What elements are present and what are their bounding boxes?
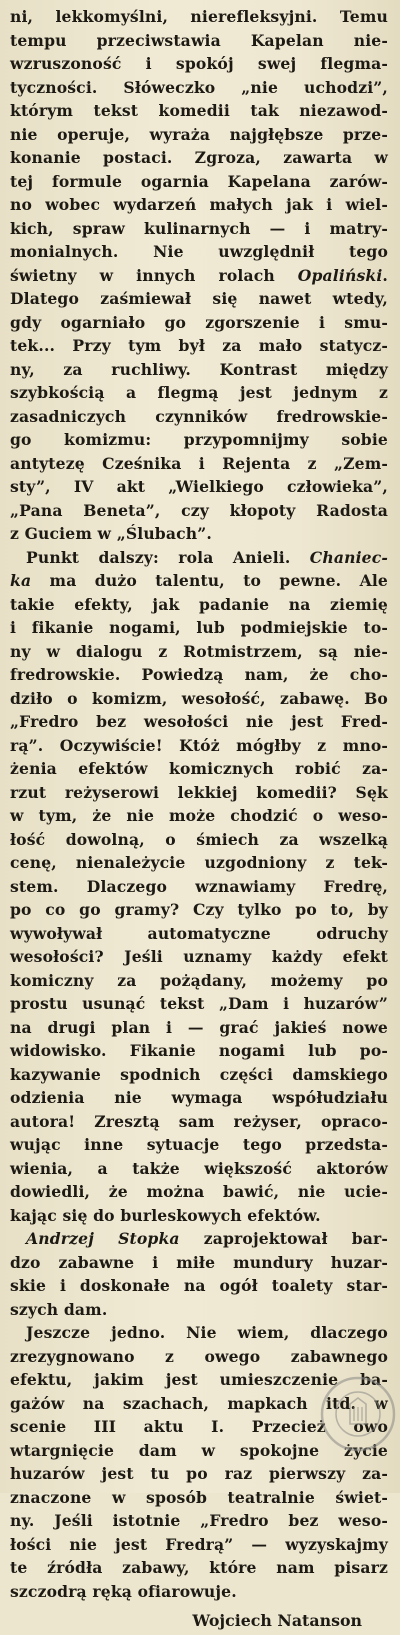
article-line: „Fredro bez wesołości nie jest Fred- (10, 712, 388, 731)
article-line: nie operuje, wyraża najgłębsze prze- (10, 124, 388, 144)
article-line: tek... Przy tym był za mało statycz- (10, 336, 388, 355)
article-line: tyczności. Słóweczko „nie uchodzi”, (10, 77, 388, 97)
article-line: szybkością a flegmą jest jednym z (10, 383, 388, 402)
article-line: monialnych. Nie uwzględnił tego (10, 242, 388, 261)
article-line: Punkt dalszy: rola Anieli. Chaniec- (26, 547, 388, 567)
article-line: którym tekst komedii tak niezawod- (10, 101, 388, 120)
article-line: gażów na szachach, mapkach itd. w (10, 1393, 388, 1413)
person-name: Opaliński (297, 265, 383, 285)
article-line: rzut reżyserowi lekkiej komedii? Sęk (10, 782, 388, 802)
article-line: Dlatego zaśmiewał się nawet wtedy, (10, 289, 388, 308)
article-line: dzo zabawne i miłe mundury huzar- (10, 1252, 388, 1272)
article-line: z Guciem w „Ślubach”. (10, 524, 212, 543)
article-line: szczodrą ręką ofiarowuje. (10, 1581, 237, 1601)
article-line: scenie III aktu I. Przecież owo (10, 1417, 388, 1436)
article-line: cenę, nienależycie uzgodniony z tek- (10, 853, 388, 872)
article-line: gdy ogarniało go zgorszenie i smu- (10, 312, 388, 332)
article-line: żenia efektów komicznych robić za- (10, 759, 388, 778)
article-line: Jeszcze jedno. Nie wiem, dlaczego (26, 1323, 388, 1342)
article-line: zrezygnowano z owego zabawnego (10, 1346, 388, 1366)
article-line: sty”, IV akt „Wielkiego człowieka”, (10, 477, 388, 496)
article-line: ny, za ruchliwy. Kontrast między (10, 359, 388, 379)
article-line: dowiedli, że można bawić, nie ucie- (10, 1182, 388, 1201)
person-name: Chaniec- (309, 547, 388, 567)
article-line: znaczone w sposób teatralnie świet- (10, 1487, 388, 1507)
article-line: skie i doskonałe na ogół toalety star- (10, 1276, 388, 1295)
article-line: ny w dialogu z Rotmistrzem, są nie- (10, 641, 388, 661)
article-line: prostu usunąć tekst „Dam i huzarów” (10, 994, 388, 1013)
article-line: antytezę Cześnika i Rejenta z „Zem- (10, 453, 388, 473)
article-line: fredrowskie. Powiedzą nam, że cho- (10, 665, 388, 684)
article-line: takie efekty, jak padanie na ziemię (10, 594, 388, 614)
article-line: no wobec wydarzeń małych jak i wiel- (10, 195, 388, 214)
article-line: tempu przeciwstawia Kapelan nie- (10, 30, 388, 50)
person-name: ka (10, 571, 32, 590)
article-line: łość dowolną, o śmiech za wszelką (10, 829, 388, 849)
article-line: na drugi plan i — grać jakieś nowe (10, 1017, 388, 1037)
article-line: rą”. Oczywiście! Któż mógłby z mno- (10, 735, 388, 755)
article-line: te źródła zabawy, które nam pisarz (10, 1558, 388, 1577)
article-line: po co go gramy? Czy tylko po to, by (10, 900, 388, 919)
article-line: zasadniczych czynników fredrowskie- (10, 406, 388, 426)
article-line: tej formule ogarnia Kapelana zarów- (10, 171, 388, 191)
article-line: łości nie jest Fredrą” — wyzyskajmy (10, 1534, 388, 1554)
article-line: odzienia nie wymaga współudziału (10, 1088, 388, 1107)
article-line: huzarów jest tu po raz pierwszy za- (10, 1464, 388, 1483)
article-line: świetny w innych rolach Opaliński. (10, 265, 388, 285)
article-line: wując inne sytuacje tego przedsta- (10, 1135, 388, 1154)
article-line: Andrzej Stopka zaprojektował bar- (26, 1229, 388, 1248)
article-line: wzruszoność i spokój swej flegma- (10, 54, 388, 73)
article-line: w tym, że nie może chodzić o weso- (10, 806, 388, 825)
article-line: ni, lekkomyślni, nierefleksyjni. Temu (10, 7, 388, 26)
article-line: wienia, a także większość aktorów (10, 1158, 388, 1178)
article-line: efektu, jakim jest umieszczenie ba- (10, 1370, 388, 1389)
article-line: „Pana Beneta”, czy kłopoty Radosta (10, 500, 388, 520)
article-line: kich, spraw kulinarnych — i matry- (10, 218, 388, 238)
article-line: wtargnięcie dam w spokojne życie (10, 1440, 388, 1460)
article-line: dziło o komizm, wesołość, zabawę. Bo (10, 688, 388, 708)
article-line: ka ma dużo talentu, to pewne. Ale (10, 571, 388, 590)
article-line: kazywanie spodnich części damskiego (10, 1064, 388, 1084)
article-line: komiczny za pożądany, możemy po (10, 970, 388, 990)
article-line: autora! Zresztą sam reżyser, opraco- (10, 1111, 388, 1131)
article-line: kając się do burleskowych efektów. (10, 1205, 321, 1225)
article-line: widowisko. Fikanie nogami lub po- (10, 1041, 388, 1060)
article-line: ny. Jeśli istotnie „Fredro bez weso- (10, 1511, 388, 1530)
article-line: stem. Dlaczego wznawiamy Fredrę, (10, 876, 388, 896)
article-line: wywoływał automatyczne odruchy (10, 923, 388, 943)
article-line: szych dam. (10, 1299, 108, 1319)
article-line: konanie postaci. Zgroza, zawarta w (10, 148, 388, 167)
person-name: Andrzej Stopka (26, 1229, 180, 1248)
article-line: go komizmu: przypomnijmy sobie (10, 430, 388, 449)
article-line: wesołości? Jeśli uznamy każdy efekt (10, 947, 388, 966)
archive-stamp (318, 1374, 398, 1454)
author-signature: Wojciech Natanson (192, 1611, 362, 1630)
article-line: i fikanie nogami, lub podmiejskie to- (10, 618, 388, 637)
